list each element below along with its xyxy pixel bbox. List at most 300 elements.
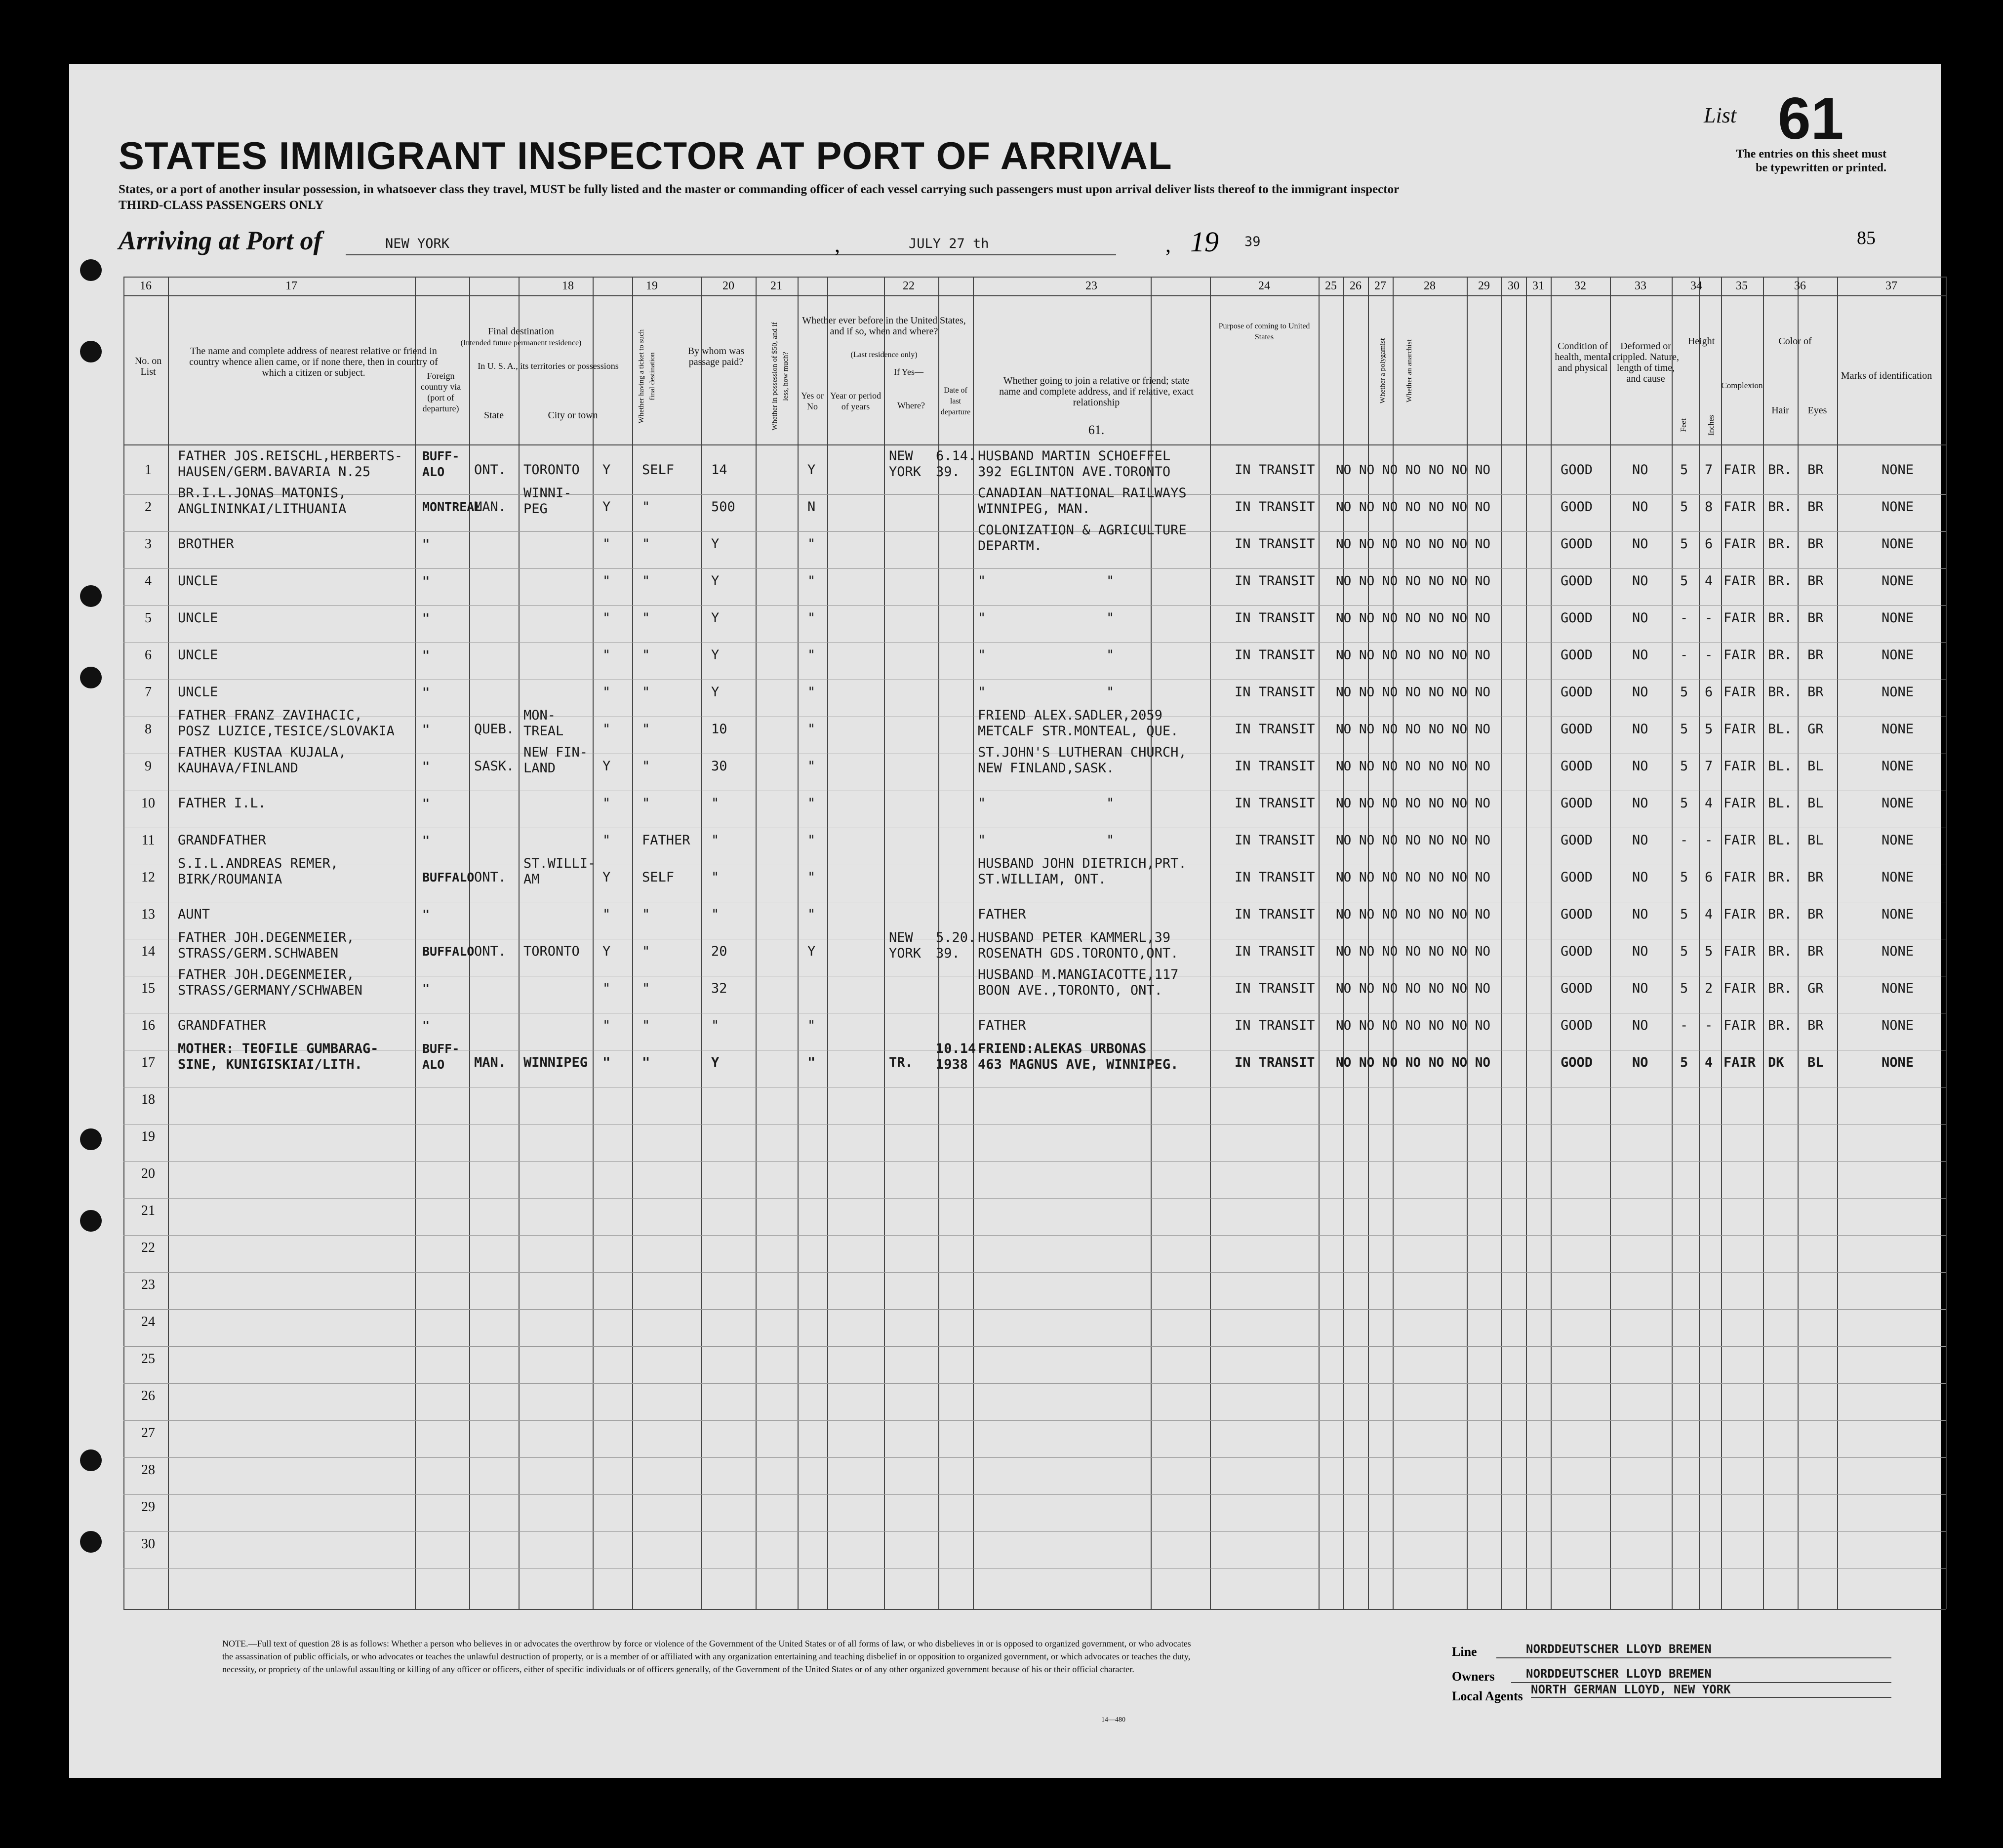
line-label: Line [1452,1645,1477,1659]
row-number: 19 [141,1129,155,1144]
column-number: 26 [1350,280,1362,292]
purpose: IN TRANSIT [1235,536,1315,552]
joining-relative: ST.JOHN'S LUTHERAN CHURCH, NEW FINLAND,SASK. [978,745,1187,776]
list-label: List [1704,103,1737,127]
header-in-usa: In U. S. A., its territories or possessions [478,361,619,371]
row-number: 12 [141,870,155,885]
height-inches: 5 [1705,722,1713,737]
deformed: NO [1632,647,1648,663]
health: GOOD [1561,647,1593,663]
row-number: 14 [141,944,155,959]
passage-paid-by: " [642,796,650,811]
header-list-ref: 61. [1088,423,1105,437]
row-number: 22 [141,1240,155,1255]
deformed: NO [1632,1018,1648,1033]
column-number: 19 [646,280,658,292]
line-value: NORDDEUTSCHER LLOYD BREMEN [1526,1642,1712,1656]
owners-value: NORDDEUTSCHER LLOYD BREMEN [1526,1667,1712,1681]
eye-color: BR [1807,573,1824,589]
questions-25-31: NO NO NO NO NO NO NO [1336,944,1491,959]
state: ONT. [474,944,507,959]
deformed: NO [1632,833,1648,848]
column-divider [798,277,799,1609]
passage-paid-by: " [642,944,650,959]
questions-25-31: NO NO NO NO NO NO NO [1336,722,1491,737]
eye-color: BR [1807,684,1824,700]
passage-paid-by: " [642,1018,650,1033]
row-divider [123,1457,1946,1458]
column-divider [1763,277,1764,1609]
eye-color: BL [1807,1055,1824,1070]
money-possessed: " [711,833,720,848]
port-value: NEW YORK [385,236,450,251]
health: GOOD [1561,610,1593,626]
height-inches: 7 [1705,759,1713,774]
complexion: FAIR [1723,796,1756,811]
column-divider [593,277,594,1609]
questions-25-31: NO NO NO NO NO NO NO [1336,537,1491,552]
row-number: 18 [141,1092,155,1107]
city: WINNI- PEG [523,485,572,517]
row-divider [123,1272,1946,1273]
eye-color: BR [1807,870,1824,885]
height-inches: 4 [1705,1055,1713,1070]
header-city: City or town [548,410,598,421]
column-divider [701,277,702,1609]
relative-address: FATHER FRANZ ZAVIHACIC, POSZ LUZICE,TESICE/SLOVAKIA [178,708,395,739]
foreign-port: " [422,722,430,736]
been-in-us: " [807,610,816,626]
column-number: 17 [285,280,297,292]
joining-relative: FATHER [978,907,1026,922]
list-number: 61 [1778,85,1844,152]
questions-25-31: NO NO NO NO NO NO NO [1336,611,1491,626]
row-divider [123,1531,1946,1532]
been-in-us: N [807,499,816,515]
header-final-destination-sub: (Intended future permanent residence) [460,339,582,347]
joining-relative: HUSBAND PETER KAMMERL,39 ROSENATH GDS.TORONTO,ONT. [978,930,1179,961]
subtitle: States, or a port of another insular possession, in whatsoever class they travel, MUST be fully listed and the master or commanding officer of each vessel carrying such passengers must upon arrival deliver lists thereof to the immigrant inspector [119,183,1400,196]
eye-color: BL [1807,759,1824,774]
eye-color: BR [1807,536,1824,552]
hair-color: BR. [1768,573,1792,589]
height-feet: 5 [1680,796,1688,811]
column-divider [415,277,416,1609]
row-number: 6 [145,647,152,663]
hair-color: BR. [1768,907,1792,922]
us-departure: 5.20. 39. [936,930,976,961]
column-number: 37 [1885,280,1897,292]
row-divider [123,1198,1946,1199]
joining-relative: " " [978,833,1115,848]
ticket: " [602,722,611,737]
ticket: Y [602,462,611,478]
been-in-us: " [807,1055,816,1070]
column-divider [123,277,124,1609]
complexion: FAIR [1723,722,1756,737]
health: GOOD [1561,981,1593,996]
state: SASK. [474,759,515,774]
eye-color: BR [1807,944,1824,959]
header-anarchist: Whether an anarchist [1405,339,1413,402]
row-number: 5 [145,610,152,626]
deformed: NO [1632,944,1648,959]
money-possessed: 10 [711,722,727,737]
city: ST.WILLI- AM [523,856,596,887]
column-number: 28 [1424,280,1436,292]
money-possessed: " [711,907,720,922]
foreign-port: " [422,981,430,996]
deformed: NO [1632,907,1648,922]
height-inches: 4 [1705,907,1713,922]
passage-paid-by: " [642,1055,650,1070]
been-in-us: " [807,684,816,700]
joining-relative: HUSBAND JOHN DIETRICH,PRT. ST.WILLIAM, ONT. [978,856,1187,887]
column-divider [469,277,470,1609]
city: NEW FIN- LAND [523,745,588,776]
column-number: 22 [903,280,915,292]
joining-relative: HUSBAND MARTIN SCHOEFFEL 392 EGLINTON AVE.TORONTO [978,448,1171,480]
state: ONT. [474,462,507,478]
joining-relative: " " [978,684,1115,700]
been-in-us: " [807,536,816,552]
row-number: 13 [141,907,155,922]
height-feet: 5 [1680,499,1688,515]
questions-25-31: NO NO NO NO NO NO NO [1336,463,1491,478]
comma-2: , [1165,233,1171,257]
marks: NONE [1882,759,1914,774]
row-divider [123,1346,1946,1347]
agents-value: NORTH GERMAN LLOYD, NEW YORK [1531,1683,1731,1696]
health: GOOD [1561,722,1593,737]
hair-color: BR. [1768,462,1792,478]
relative-address: UNCLE [178,647,218,663]
joining-relative: FRIEND ALEX.SADLER,2059 METCALF STR.MONTEAL, QUE. [978,708,1179,739]
class-label: THIRD-CLASS PASSENGERS ONLY [119,199,324,212]
purpose: IN TRANSIT [1235,573,1315,589]
questions-25-31: NO NO NO NO NO NO NO [1336,1055,1491,1070]
row-number: 23 [141,1277,155,1292]
column-divider [1610,277,1611,1609]
page-title: STATES IMMIGRANT INSPECTOR AT PORT OF ARRIVAL [119,134,1172,177]
passage-paid-by: " [642,684,650,700]
deformed: NO [1632,759,1648,774]
passage-paid-by: " [642,610,650,626]
row-number: 24 [141,1314,155,1329]
purpose: IN TRANSIT [1235,610,1315,626]
eye-color: BR [1807,462,1824,478]
marks: NONE [1882,462,1914,478]
passage-paid-by: " [642,573,650,589]
health: GOOD [1561,573,1593,589]
deformed: NO [1632,870,1648,885]
agents-underline [1531,1697,1891,1698]
complexion: FAIR [1723,870,1756,885]
header-feet: Feet [1680,418,1688,432]
ticket: " [602,1055,611,1070]
column-number: 23 [1085,280,1097,292]
purpose: IN TRANSIT [1235,647,1315,663]
header-yes-no: Yes or No [801,391,824,411]
purpose: IN TRANSIT [1235,499,1315,515]
health: GOOD [1561,870,1593,885]
marks: NONE [1882,796,1914,811]
complexion: FAIR [1723,944,1756,959]
row-divider [123,568,1946,569]
column-divider [1699,277,1700,1609]
hair-color: BR. [1768,499,1792,515]
passage-paid-by: FATHER [642,833,690,848]
height-feet: 5 [1680,1055,1688,1070]
row-number: 25 [141,1351,155,1366]
header-eyes: Eyes [1807,405,1827,416]
row-number: 4 [145,573,152,589]
city: MON- TREAL [523,708,564,739]
purpose: IN TRANSIT [1235,907,1315,922]
eye-color: BL [1807,833,1824,848]
header-if-yes: If Yes— [893,367,923,377]
health: GOOD [1561,833,1593,848]
money-possessed: Y [711,573,720,589]
purpose: IN TRANSIT [1235,722,1315,737]
us-where: TR. [889,1055,913,1070]
hair-color: BL. [1768,796,1792,811]
column-divider [1798,277,1799,1609]
marks: NONE [1882,684,1914,700]
complexion: FAIR [1723,907,1756,922]
money-possessed: Y [711,536,720,552]
questions-25-31: NO NO NO NO NO NO NO [1336,907,1491,922]
city: TORONTO [523,944,580,959]
state: MAN. [474,1055,507,1070]
row-number: 21 [141,1203,155,1218]
date-value: JULY 27 th [909,236,989,251]
marks: NONE [1882,1055,1914,1070]
height-feet: 5 [1680,944,1688,959]
foreign-port: " [422,685,430,699]
questions-25-31: NO NO NO NO NO NO NO [1336,574,1491,589]
complexion: FAIR [1723,684,1756,700]
passage-paid-by: SELF [642,462,675,478]
purpose: IN TRANSIT [1235,759,1315,774]
marks: NONE [1882,944,1914,959]
row-divider [123,1161,1946,1162]
foreign-port: MONTREAL [422,500,482,514]
passage-paid-by: " [642,981,650,996]
joining-relative: " " [978,796,1115,811]
form-number: 14—480 [1101,1716,1125,1724]
header-where: Where? [897,401,925,410]
hair-color: BR. [1768,981,1792,996]
joining-relative: FATHER [978,1018,1026,1033]
row-number: 1 [145,462,152,478]
question-28-note: NOTE.—Full text of question 28 is as follows: Whether a person who believes in or advocates the overthrow by force or violence of the Government of the United States or of all forms of law, or who disbelieves in or is opposed to organized government, or who advocates the assassination of public officials, or who advocates or teaches the unlawful destruction of property, or is a member of or affiliated with any organization entertaining and teaching disbelief in or opposition to organized government, or which advocates or teaches the duty, necessity, or propriety of the unlawful assaulting or killing of any officer or officers, either of specific individuals or of officers generally, of the Government of the United States or of any other organized government because of his or their official character. [222,1639,1191,1674]
column-number: 20 [722,280,734,292]
complexion: FAIR [1723,573,1756,589]
row-number: 26 [141,1388,155,1404]
relative-address: MOTHER: TEOFILE GUMBARAG- SINE, KUNIGISKIAI/LITH. [178,1041,379,1072]
ticket: " [602,833,611,848]
header-height: Height [1687,336,1715,347]
money-possessed: 30 [711,759,727,774]
height-feet: 5 [1680,759,1688,774]
passage-paid-by: SELF [642,870,675,885]
header-final-destination: Final destination [488,326,554,337]
questions-25-31: NO NO NO NO NO NO NO [1336,981,1491,996]
hair-color: BR. [1768,647,1792,663]
state: ONT. [474,870,507,885]
column-number: 32 [1574,280,1586,292]
questions-25-31: NO NO NO NO NO NO NO [1336,1018,1491,1033]
us-departure: 6.14. 39. [936,448,976,480]
height-inches: 7 [1705,462,1713,478]
row-number: 17 [141,1055,155,1070]
joining-relative: FRIEND:ALEKAS URBONAS 463 MAGNUS AVE, WINNIPEG. [978,1041,1179,1072]
foreign-port: " [422,537,430,551]
column-divider [884,277,885,1609]
manifest-sheet [69,64,1941,1778]
column-divider [756,277,757,1609]
passage-paid-by: " [642,907,650,922]
relative-address: FATHER JOH.DEGENMEIER, STRASS/GERMANY/SCHWABEN [178,967,362,998]
health: GOOD [1561,796,1593,811]
relative-address: FATHER I.L. [178,796,266,811]
questions-25-31: NO NO NO NO NO NO NO [1336,870,1491,885]
row-number: 2 [145,499,152,515]
ticket: " [602,796,611,811]
column-divider [1526,277,1527,1609]
height-inches: 4 [1705,796,1713,811]
header-polygamist: Whether a polygamist [1379,338,1387,404]
header-foreign-country: Foreign country via (port of departure) [420,371,461,413]
passage-paid-by: " [642,759,650,774]
purpose: IN TRANSIT [1235,833,1315,848]
ticket: " [602,684,611,700]
column-divider [1672,277,1673,1609]
marks: NONE [1882,610,1914,626]
us-where: NEW YORK [889,930,921,961]
ticket: " [602,981,611,996]
eye-color: BL [1807,796,1824,811]
ticket: Y [602,870,611,885]
height-inches: 4 [1705,573,1713,589]
year-prefix: 19 [1190,226,1219,258]
height-inches: 6 [1705,684,1713,700]
deformed: NO [1632,536,1648,552]
purpose: IN TRANSIT [1235,1055,1315,1070]
ticket: Y [602,944,611,959]
year-suffix: 39 [1244,234,1261,249]
height-feet: - [1680,833,1688,848]
been-in-us: " [807,833,816,848]
complexion: FAIR [1723,759,1756,774]
row-divider [123,1568,1946,1569]
column-divider [1501,277,1502,1609]
column-divider [1210,277,1211,1609]
header-complexion: Complexion [1721,381,1763,390]
marks: NONE [1882,573,1914,589]
relative-address: AUNT [178,907,210,922]
row-number: 28 [141,1462,155,1478]
joining-relative: CANADIAN NATIONAL RAILWAYS WINNIPEG, MAN. [978,485,1187,517]
row-number: 8 [145,722,152,737]
header-deformed: Deformed or crippled. Nature, length of time, and cause [1612,341,1679,384]
eye-color: BR [1807,1018,1824,1033]
header-condition: Condition of health, mental and physical [1555,341,1611,373]
column-number: 31 [1532,280,1544,292]
height-feet: 5 [1680,536,1688,552]
row-divider [123,1494,1946,1495]
row-number: 3 [145,536,152,552]
money-possessed: 32 [711,981,727,996]
us-departure: 10.14 1938 [936,1041,976,1072]
header-relative: The name and complete address of nearest relative or friend in country whence alien came, or if none there, then in country of which a citizen or subject. [189,346,438,378]
height-inches: 8 [1705,499,1713,515]
ticket: " [602,907,611,922]
us-where: NEW YORK [889,448,921,480]
height-inches: - [1705,833,1713,848]
health: GOOD [1561,907,1593,922]
passage-paid-by: " [642,499,650,515]
complexion: FAIR [1723,1055,1756,1070]
foreign-port: BUFFALO [422,944,475,959]
health: GOOD [1561,1055,1593,1070]
height-feet: - [1680,647,1688,663]
column-number: 18 [562,280,574,292]
column-number: 16 [140,280,152,292]
deformed: NO [1632,462,1648,478]
column-number: 21 [770,280,782,292]
column-number: 34 [1690,280,1702,292]
table-bottom-border [123,1609,1946,1610]
eye-color: GR [1807,981,1824,996]
complexion: FAIR [1723,981,1756,996]
header-marks: Marks of identification [1841,370,1932,381]
row-divider [123,605,1946,606]
relative-address: S.I.L.ANDREAS REMER, BIRK/ROUMANIA [178,856,339,887]
header-passage: By whom was passage paid? [687,346,745,367]
complexion: FAIR [1723,610,1756,626]
row-divider [123,1124,1946,1125]
eye-color: BR [1807,647,1824,663]
eye-color: GR [1807,722,1824,737]
deformed: NO [1632,1055,1648,1070]
relative-address: GRANDFATHER [178,1018,266,1033]
relative-address: FATHER KUSTAA KUJALA, KAUHAVA/FINLAND [178,745,347,776]
column-number: 25 [1325,280,1337,292]
header-purpose: Purpose of coming to United States [1218,322,1310,341]
hair-color: BL. [1768,722,1792,737]
health: GOOD [1561,536,1593,552]
marks: NONE [1882,870,1914,885]
column-divider [1837,277,1838,1609]
health: GOOD [1561,684,1593,700]
height-feet: 5 [1680,573,1688,589]
marks: NONE [1882,981,1914,996]
marks: NONE [1882,722,1914,737]
relative-address: FATHER JOS.REISCHL,HERBERTS- HAUSEN/GERM.BAVARIA N.25 [178,448,403,480]
header-color-of: Color of— [1778,336,1822,347]
complexion: FAIR [1723,499,1756,515]
purpose: IN TRANSIT [1235,796,1315,811]
manifest-table [69,64,1941,1778]
header-possession: Whether in possession of $50, and if less, how much? [771,322,790,431]
been-in-us: " [807,722,816,737]
money-possessed: Y [711,647,720,663]
header-date-departure: Date of last departure [940,386,971,416]
foreign-port: " [422,907,430,922]
height-feet: 5 [1680,722,1688,737]
